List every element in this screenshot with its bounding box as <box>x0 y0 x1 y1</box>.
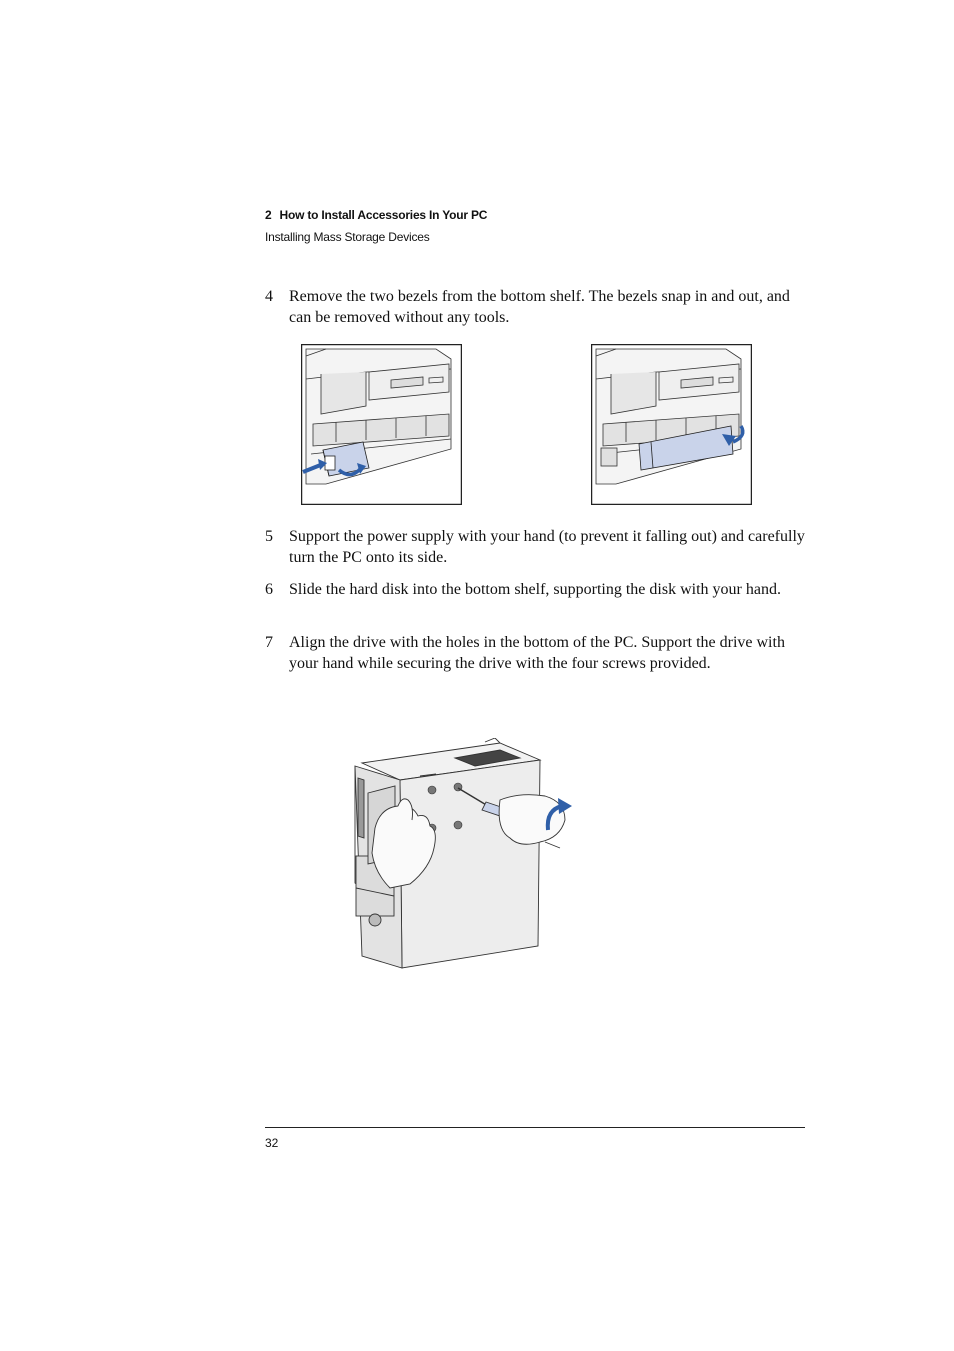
page-number: 32 <box>265 1136 279 1150</box>
step-6 <box>265 579 810 600</box>
bezel-removal-figure-right <box>591 344 752 505</box>
footer-rule <box>265 1127 805 1128</box>
step-number: 5 <box>265 528 273 545</box>
step-4 <box>265 286 810 328</box>
chapter-title: How to Install Accessories In Your PC <box>279 208 488 222</box>
step-number: 4 <box>265 288 273 305</box>
step-7 <box>265 632 810 674</box>
step-number: 7 <box>265 634 273 651</box>
step-text: Slide the hard disk into the bottom shelf, supporting the disk with your hand. <box>289 581 781 598</box>
step-number: 6 <box>265 581 273 598</box>
drive-screw-figure <box>350 738 580 973</box>
section-title: Installing Mass Storage Devices <box>265 230 430 244</box>
step-text: Support the power supply with your hand (to prevent it falling out) and carefully turn the PC onto its side. <box>289 528 805 566</box>
chapter-number: 2 <box>265 208 272 222</box>
step-text: Align the drive with the holes in the bottom of the PC. Support the drive with your hand while securing the drive with the four screws provided. <box>289 634 785 672</box>
step-5 <box>265 526 810 568</box>
bezel-removal-figure-left <box>301 344 462 505</box>
chapter-header <box>265 208 487 222</box>
step-text: Remove the two bezels from the bottom shelf. The bezels snap in and out, and can be removed without any tools. <box>289 288 790 326</box>
